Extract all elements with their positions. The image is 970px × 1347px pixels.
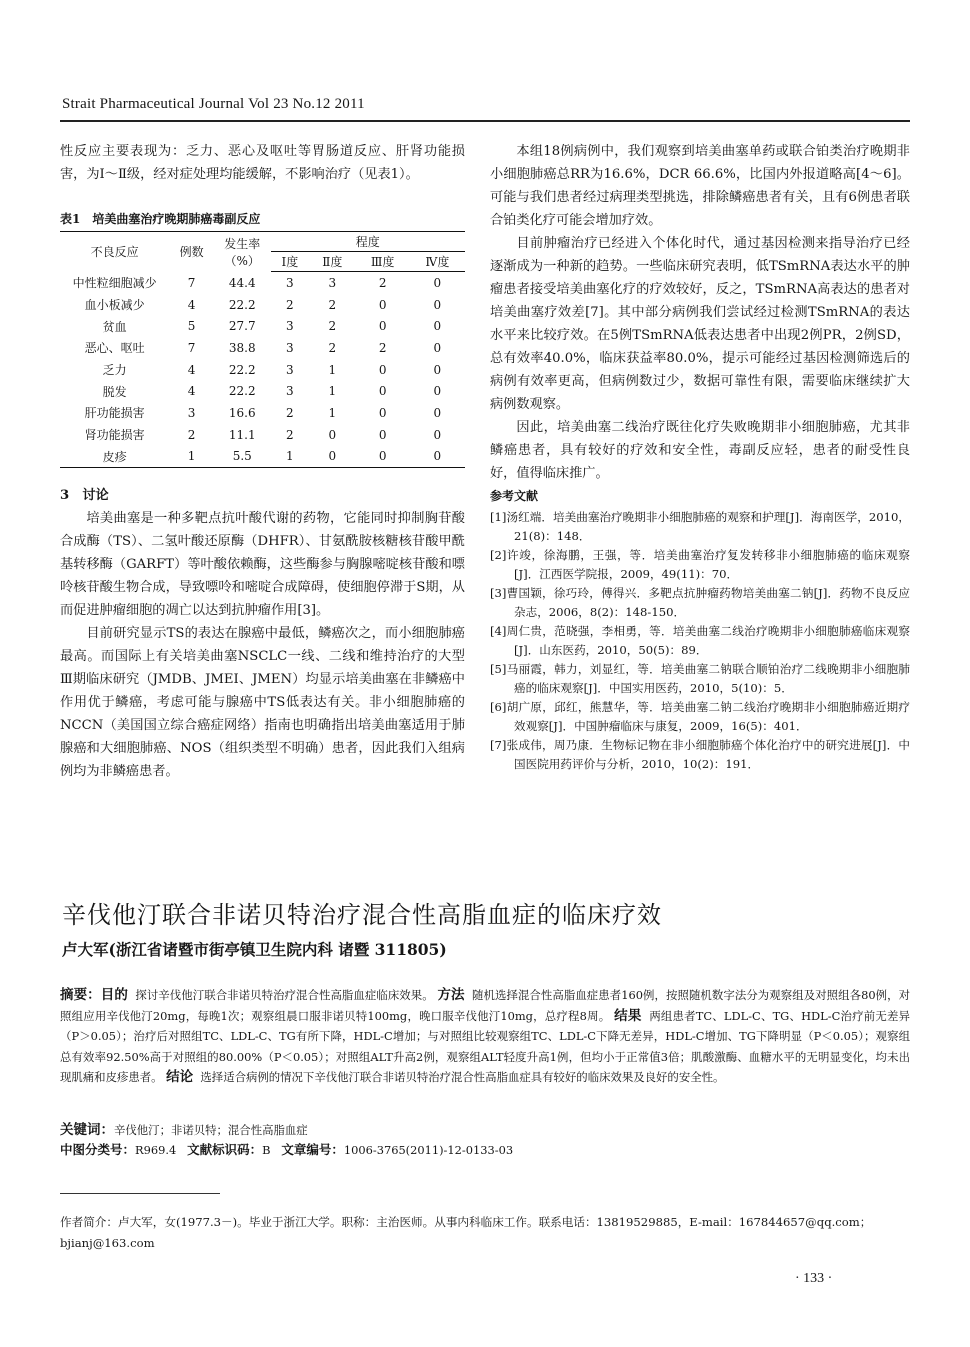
intro-paragraph: 性反应主要表现为：乏力、恶心及呕吐等胃肠道反应、肝肾功能损害，为Ⅰ～Ⅱ级，经对症处理均能缓解，不影响治疗（见表1）。 [60,144,465,182]
references-title: 参考文献 [490,489,539,503]
table-row [60,446,465,468]
table-cell-d1: 3 [286,275,294,290]
col-degree-2: Ⅱ度 [309,252,355,272]
table-cell-d2: 3 [328,275,337,290]
table-cell-d3: 0 [378,362,387,377]
table-cell-name: 肾功能损害 [84,428,145,443]
table-row [60,380,465,402]
table-cell-rate: 38.8 [228,340,256,355]
conclusion-label: 结论 [166,1069,194,1085]
table-cell-d4: 0 [433,405,442,420]
keywords [60,1118,308,1138]
table-cell-d1: 2 [286,297,294,312]
header-rule [60,120,910,122]
table-cell-d4: 0 [433,340,442,355]
table-cell-cases: 3 [187,405,196,420]
doc-label: 文献标识码： [187,1142,263,1157]
table-cell-d2: 0 [309,446,355,468]
abstract-label: 摘要： [60,987,101,1003]
table-cell-d3: 0 [378,427,387,442]
table-cell-d1: 3 [286,340,294,355]
table-cell-d2: 2 [328,319,337,334]
reference-item: [5]马丽霞，韩力，刘显红，等．培美曲塞二钠联合顺铂治疗二线晚期非小细胞肺癌的临床观察[J]．中国实用医药，2010，5(10)：5． [490,662,910,695]
table-cell-name: 血小板减少 [84,298,145,313]
table-cell-d3: 0 [356,446,410,468]
col-degree-3: Ⅲ度 [356,252,410,272]
table-cell-name: 中性粒细胞减少 [72,276,157,291]
right-paragraph-2: 目前肿瘤治疗已经进入个体化时代，通过基因检测来指导治疗已经逐渐成为一种新的趋势。一些临床研究表明，低TSmRNA表达水平的肿瘤患者接受培美曲塞化疗的疗效较好，反之，TSmRNA高表达的患者对培美曲塞疗效差[7]。其中部分病例我们尝试经过检测TSmRNA的表达水平来比较疗效。在5例TSmRNA低表达患者中出现2例PR，2例SD，总有效率40.0%，临床获益率80.0%，提示可能经过基因检测筛选后的病例有效率更高，但病例数过少，数据可靠性有限，需要临床继续扩大病例数观察。 [490,236,910,412]
table-cell-rate: 27.7 [228,319,256,334]
cls-value: R969.4 [135,1143,177,1157]
author-footnote: 作者简介：卢大军，女(1977.3－)。毕业于浙江大学。职称：主治医师。从事内科临床工作。联系电话：13819529885，E-mail：167844657@qq.com；bjianj@163.com [60,1215,872,1250]
footnote-rule [60,1193,220,1194]
table-cell-name: 脱发 [102,384,127,399]
col-reaction: 不良反应 [60,232,169,272]
table-cell-d2: 2 [328,340,337,355]
table-cell-cases: 4 [187,384,196,399]
table-cell-d4: 0 [433,319,442,334]
keywords-label: 关键词： [60,1122,114,1138]
result-text: 两组患者TC、LDL-C、TG、HDL-C治疗前无差异（P＞0.05）；治疗后对照组TC、LDL-C、TG有所下降，HDL-C增加；与对照组比较观察组TC、LDL-C下降无差异，HDL-C增加、TG下降明显（P＜0.05）；观察组总有效率92.50%高于对照组的80.00%（P＜0.05）；对照组ALT升高2例，观察组ALT轻度升高1例，但均小于正常值3倍；肌酸激酶、血糖水平的无明显变化，均未出现肌痛和皮疹患者。 [60,1008,910,1084]
adverse-reaction-table [60,231,465,468]
table-cell-rate: 44.4 [228,275,256,290]
reference-item: [1]汤红端．培美曲塞治疗晚期非小细胞肺癌的观察和护理[J]．海南医学，2010，21(8)：148． [490,510,910,543]
journal-header: Strait Pharmaceutical Journal Vol 23 No.12 2011 [62,96,365,112]
table-cell-d4: 0 [433,362,442,377]
reference-item: [4]周仁贵，范晓强，李相勇，等．培美曲塞二线治疗晚期非小细胞肺癌临床观察[J]．山东医药，2010，50(5)：89． [490,624,910,657]
abstract [60,985,910,1088]
table-cell-cases: 7 [187,275,196,290]
table-cell-d4: 0 [433,297,442,312]
art-value: 1006-3765(2011)-12-0133-03 [343,1143,514,1157]
table-row [60,359,465,381]
table-cell-d3: 0 [378,405,387,420]
reference-item: [7]张成伟，周乃康．生物标记物在非小细胞肺癌个体化治疗中的研究进展[J]．中国医院用药评价与分析，2010，10(2)：191． [490,738,910,771]
discussion-paragraph-1: 培美曲塞是一种多靶点抗叶酸代谢的药物，它能同时抑制胸苷酸合成酶（TS）、二氢叶酸还原酶（DHFR）、甘氨酰胺核糖核苷酸甲酰基转移酶（GARFT）等叶酸依赖酶，这些酶参与胸腺嘧啶核苷酸和嘌呤核苷酸生物合成，导致嘌呤和嘧啶合成障碍，使细胞停滞于S期，从而促进肿瘤细胞的凋亡以达到抗肿瘤作用[3]。 [60,511,465,618]
table-cell-cases: 4 [187,297,196,312]
discussion-paragraph-2: 目前研究显示TS的表达在腺癌中最低，鳞癌次之，而小细胞肺癌最高。而国际上有关培美曲塞NSCLC一线、二线和维持治疗的大型Ⅲ期临床研究（JMDB、JMEI、JMEN）均显示培美曲塞在非鳞癌中作用优于鳞癌，考虑可能与腺癌中TS低表达有关。非小细胞肺癌的NCCN（美国国立综合癌症网络）指南也明确指出培美曲塞适用于肺腺癌和大细胞肺癌、NOS（组织类型不明确）患者，因此我们入组病例均为非鳞癌患者。 [60,626,465,779]
article-title: 辛伐他汀联合非诺贝特治疗混合性高脂血症的临床疗效 [62,901,662,929]
table-cell-rate: 22.2 [228,297,256,312]
table-cell-cases: 2 [187,427,196,442]
table-cell-name: 恶心、呕吐 [84,341,145,356]
left-intro [60,140,465,186]
table-cell-d4: 0 [433,275,442,290]
article-author: 卢大军(浙江省诸暨市街亭镇卫生院内科 诸暨 311805) [62,940,447,959]
table-cell-d3: 2 [378,340,387,355]
table-cell-d2: 2 [328,297,337,312]
table-cell-d2: 1 [328,384,337,399]
col-degree: 程度 [271,232,465,252]
table-cell-cases: 5 [187,319,196,334]
doc-value: B [262,1143,271,1157]
table-cell-rate: 22.2 [228,362,256,377]
table-cell-d1: 2 [286,427,294,442]
table-cell-rate: 5.5 [214,446,271,468]
aim-text: 探讨辛伐他汀联合非诺贝特治疗混合性高脂血症临床效果。 [135,988,434,1002]
table-cell-cases: 1 [169,446,214,468]
table-cell-d3: 2 [378,275,387,290]
right-paragraph-3: 因此，培美曲塞二线治疗既往化疗失败晚期非小细胞肺癌，尤其非鳞癌患者，具有较好的疗效和安全性，毒副反应轻，患者的耐受性良好，值得临床推广。 [490,420,910,481]
classification-line [60,1140,513,1158]
keywords-text: 辛伐他汀；非诺贝特；混合性高脂血症 [114,1123,308,1137]
method-text: 随机选择混合性高脂血症患者160例，按照随机数字法分为观察组及对照组各80例，对照组应用辛伐他汀20mg，每晚1次；观察组晨口服非诺贝特100mg，晚口服辛伐他汀10mg，总疗程8周。 [60,988,911,1023]
table-cell-d3: 0 [378,384,387,399]
table-cell-d1: 3 [286,319,294,334]
table-row [60,402,465,424]
table-caption: 表1 培美曲塞治疗晚期肺癌毒副反应 [60,212,261,226]
col-degree-4: Ⅳ度 [410,252,465,272]
table-cell-d4: 0 [410,446,465,468]
table-cell-cases: 4 [187,362,196,377]
cls-label: 中图分类号： [60,1142,136,1157]
table-cell-name: 皮疹 [60,446,169,468]
right-column [490,140,910,774]
table-row [60,424,465,446]
table-cell-d1: 2 [286,405,294,420]
right-paragraph-1: 本组18例病例中，我们观察到培美曲塞单药或联合铂类治疗晚期非小细胞肺癌总RR为16.6%，DCR 66.6%，比国内外报道略高[4～6]。可能与我们患者经过病理类型挑选，排除鳞癌患者有关，且有6例患者联合铂类化疗可能会增加疗效。 [490,144,910,228]
method-label: 方法 [437,987,465,1003]
table-cell-d2: 1 [328,405,337,420]
result-label: 结果 [614,1007,642,1024]
table-cell-d1: 1 [271,446,310,468]
col-cases: 例数 [169,232,214,272]
aim-label: 目的 [100,987,128,1003]
table-cell-d4: 0 [433,427,442,442]
art-label: 文章编号： [281,1142,344,1157]
table-row [60,315,465,337]
table-cell-d1: 3 [286,362,294,377]
table-cell-rate: 11.1 [228,427,256,442]
table-row [60,272,465,294]
table-row [60,294,465,316]
table-cell-cases: 7 [187,340,196,355]
col-rate: 发生率（%） [214,232,271,272]
section-title: 3 讨论 [60,488,109,503]
table-cell-d3: 0 [378,319,387,334]
table-row [60,337,465,359]
table-cell-d2: 0 [328,427,337,442]
col-degree-1: Ⅰ度 [271,252,310,272]
table-cell-name: 肝功能损害 [84,406,145,421]
table-cell-d4: 0 [433,384,442,399]
references-list [490,508,910,774]
conclusion-text: 选择适合病例的情况下辛伐他汀联合非诺贝特治疗混合性高脂血症具有较好的临床效果及良好的安全性。 [200,1070,725,1084]
table-cell-name: 贫血 [102,319,127,334]
table-cell-rate: 16.6 [228,405,256,420]
table-cell-d1: 3 [286,384,294,399]
reference-item: [6]胡广原，邱红，熊慧华，等．培美曲塞二钠二线治疗晚期非小细胞肺癌近期疗效观察[J]．中国肿瘤临床与康复，2009，16(5)：401． [490,700,910,733]
page-number: · 133 · [795,1271,833,1286]
left-discussion [60,484,465,783]
table-cell-d3: 0 [378,297,387,312]
table-cell-rate: 22.2 [228,384,256,399]
reference-item: [2]许竣，徐海鹏，王强，等．培美曲塞治疗复发转移非小细胞肺癌的临床观察[J]．江西医学院报，2009，49(11)：70． [490,548,910,581]
table-cell-d2: 1 [328,362,337,377]
reference-item: [3]曹国颖，徐巧玲，傅得兴．多靶点抗肿瘤药物培美曲塞二钠[J]．药物不良反应杂志，2006，8(2)：148-150． [490,586,910,619]
table-cell-name: 乏力 [102,363,127,378]
